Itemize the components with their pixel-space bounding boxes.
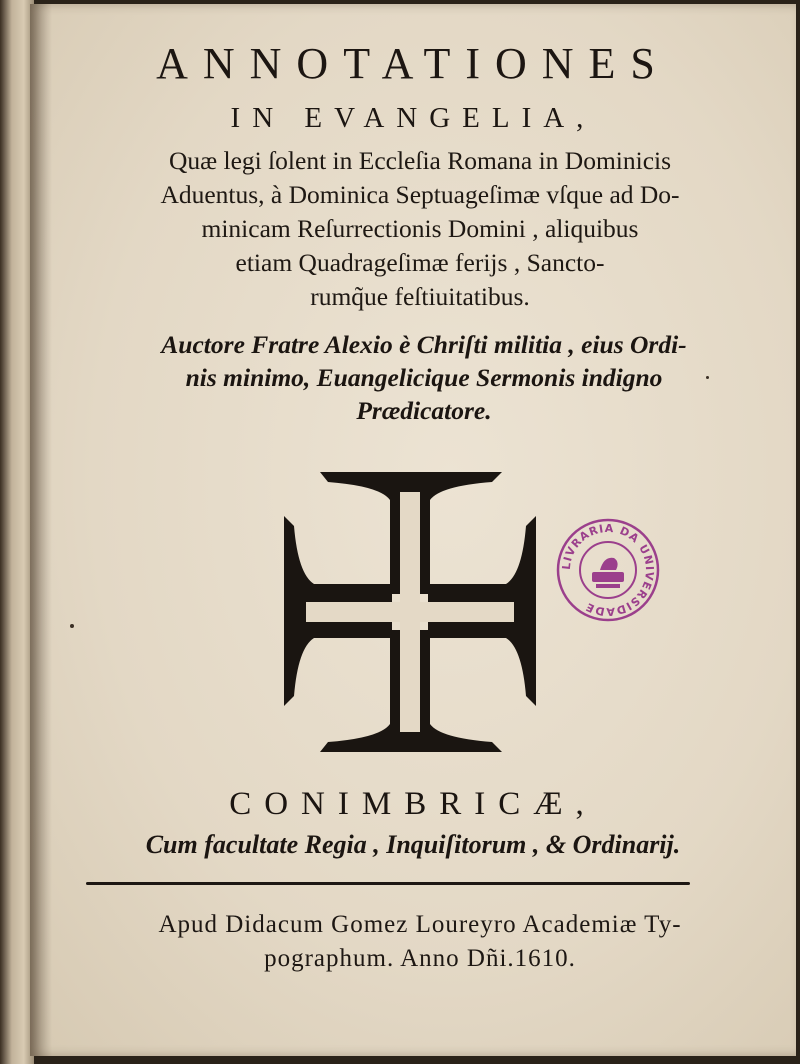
author-line: nis minimo, Euangelicique Sermonis indigno <box>185 363 663 392</box>
stamp-text: LIVRARIA DA UNIVERSIDADE <box>559 521 657 619</box>
printer-line: pographum. Anno Dñi.1610. <box>264 945 576 972</box>
book-binding-edge <box>0 0 34 1064</box>
author-line: Auctore Fratre Alexio è Chriſti militia , eius Ordi- <box>161 330 687 359</box>
printer-line: Apud Didacum Gomez Loureyro Academiæ Ty- <box>158 911 682 938</box>
gutter-shadow <box>30 4 52 1056</box>
description-block <box>90 144 750 314</box>
title-main: ANNOTATIONES <box>156 39 670 88</box>
description-line: Quæ legi ſolent in Eccleſia Romana in Dominicis <box>168 146 672 175</box>
ink-speck <box>70 624 74 628</box>
ink-speck <box>706 376 709 379</box>
imprint-privilege: Cum facultate Regia , Inquiſitorum , & Ordinarij. <box>145 830 681 859</box>
author-line: Prædicatore. <box>356 396 492 425</box>
description-line: minicam Reſurrectionis Domini , aliquibus <box>201 214 639 243</box>
imprint-city: CONIMBRICÆ, <box>229 786 597 822</box>
description-line: Aduentus, à Dominica Septuageſimæ vſque ad Do- <box>160 180 680 209</box>
title-subtitle: IN EVANGELIA, <box>230 102 596 134</box>
horizontal-rule <box>86 882 690 885</box>
description-line: rumq̃ue feſtiuitatibus. <box>310 282 530 311</box>
author-block <box>84 328 764 427</box>
description-line: etiam Quadrageſimæ ferijs , Sancto- <box>235 248 605 277</box>
svg-text:LIVRARIA DA UNIVERSIDADE <box>560 522 656 618</box>
library-stamp-icon <box>554 516 662 624</box>
printer-block <box>80 908 760 976</box>
cross-pattee-icon <box>280 466 540 758</box>
title-page <box>30 4 796 1056</box>
